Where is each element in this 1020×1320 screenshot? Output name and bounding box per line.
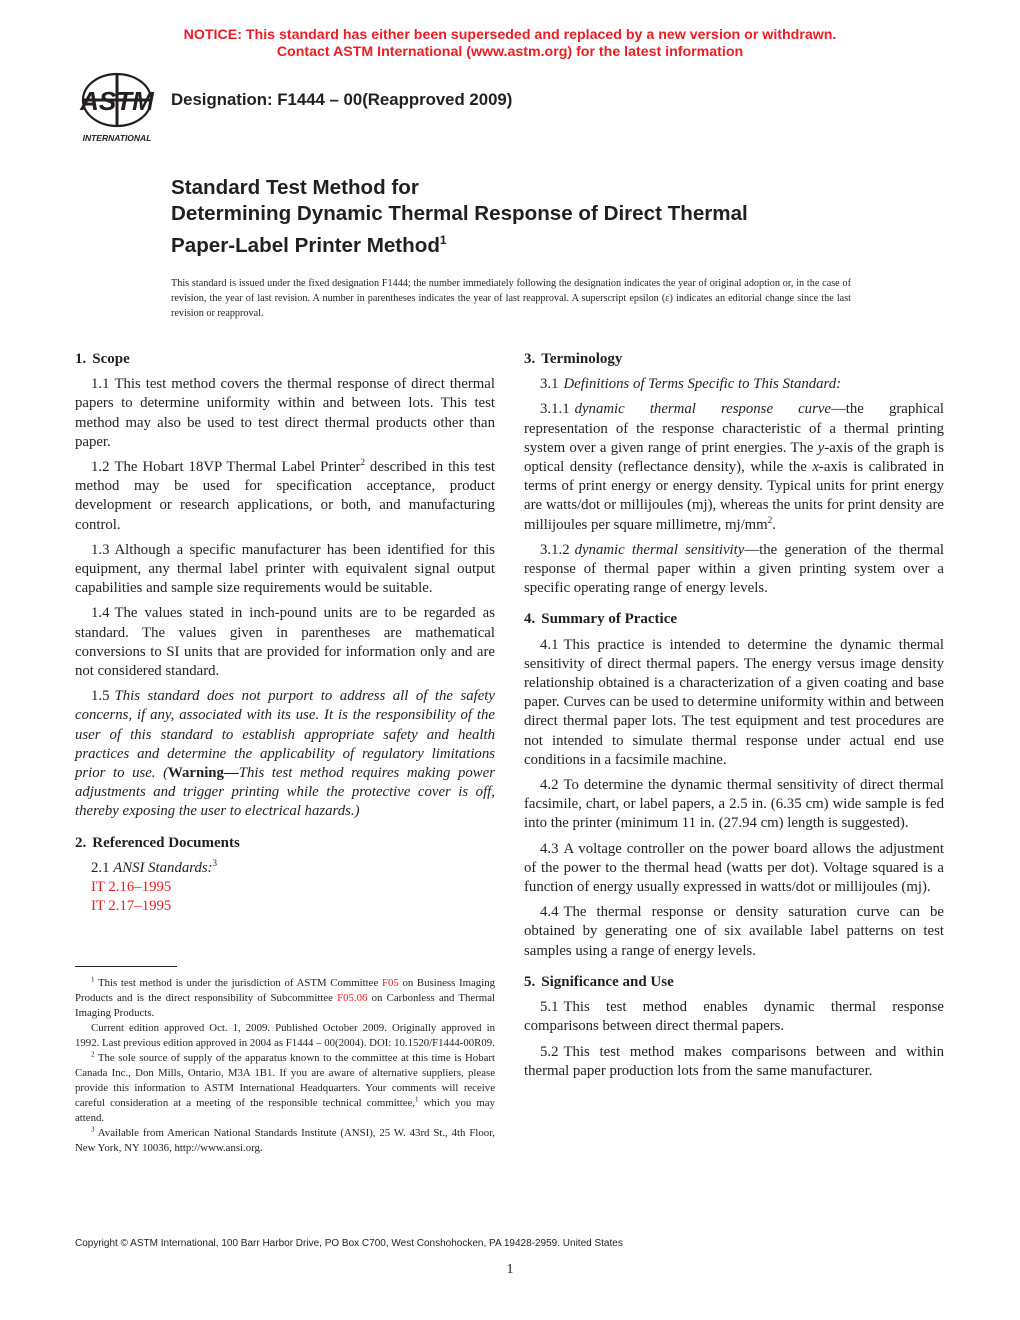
title-line-1: Standard Test Method for (171, 176, 419, 199)
footnote-1 (75, 976, 495, 1021)
left-column (75, 350, 495, 916)
paragraph-text: Although a specific manufacturer has been identified for this equipment, any thermal label printer with equivalent signal output capabilities and sample size requirements would be suitable. (75, 541, 495, 597)
notice-line-1: NOTICE: This standard has either been superseded and replaced by a new version or withdrawn. (183, 27, 837, 43)
footnote-text: on Carbonless and Thermal Imaging Products. (75, 992, 495, 1019)
footnote-ref: 2 (360, 457, 365, 468)
axis-variable: y (817, 439, 825, 456)
section-title: Significance and Use (541, 973, 674, 990)
copyright-line: Copyright © ASTM International, 100 Barr Harbor Drive, PO Box C700, West Conshohocken, PA 19428-2959. United States (75, 1238, 623, 1249)
paragraph-text: The values stated in inch-pound units are to be regarded as standard. The values given in parentheses are mathematical conversions to SI units that are provided for information only and are not considered standard. (75, 605, 495, 680)
paragraph-1-4 (75, 604, 495, 681)
footnote-3 (75, 1126, 495, 1156)
title-line-3-text: Paper-Label Printer Method (171, 233, 440, 257)
section-number: 2. (75, 834, 87, 851)
paragraph-3-1-2 (524, 541, 944, 599)
footnote-text: which you may attend. (75, 1097, 495, 1124)
paragraph-text: This test method covers the thermal response of direct thermal papers to determine uniformity within and between lots. This test method may also be used to test direct thermal products other than paper. (75, 376, 495, 450)
preamble: This standard is issued under the fixed designation F1444; the number immediately following the designation indicates the year of original adoption or, in the case of revision, the year of last revision. A number in parentheses indicates the year of last reapproval. A superscript epsilon (ε) indicates an editorial change since the last revision or reapproval. (171, 278, 851, 319)
paragraph-number: 1.4 (91, 605, 110, 622)
paragraph-text: This test method makes comparisons between and within thermal paper production lots from the same manufacturer. (524, 1043, 944, 1079)
section-5-heading (524, 973, 944, 992)
referenced-documents (91, 859, 495, 917)
paragraph-3-1-1 (524, 400, 944, 534)
paragraph-number: 4.2 (540, 777, 559, 794)
title-footnote-ref: 1 (439, 233, 447, 247)
subcommittee-link[interactable]: F05.06 (337, 992, 368, 1004)
paragraph-text: The Hobart 18VP Thermal Label Printer (114, 459, 361, 476)
superscript: 2 (767, 514, 773, 525)
section-title: Terminology (541, 351, 623, 367)
paragraph-text: This practice is intended to determine the dynamic thermal sensitivity of direct thermal papers. The energy versus image density relationship obtained is a characterization of a given coating and base paper. Curves can be used to determine uniformity within and between direct thermal paper lots. The test equipment and test procedures are not intended to simulate thermal response under actual end use conditions in a facsimile machine. (524, 636, 944, 768)
paragraph-4-2 (524, 776, 944, 834)
astm-logo (74, 70, 160, 146)
footnote-marker: 1 (415, 1095, 419, 1104)
logo-subtext: INTERNATIONAL (82, 133, 152, 143)
section-1-heading (75, 350, 495, 369)
logo-text: ASTM (80, 86, 154, 116)
paragraph-4-4 (524, 903, 944, 961)
footnotes (75, 976, 495, 1156)
paragraph-text: To determine the dynamic thermal sensitivity of direct thermal facsimile, chart, or label papers, a 2.5 in. (6.35 cm) wide sample is fed into the printer (minimum 11 in. (27.94 cm) length is suggested). (524, 777, 944, 832)
paragraph-text: This test method enables dynamic thermal response comparisons between direct thermal papers. (524, 999, 944, 1035)
document-title (171, 175, 748, 259)
title-line-2: Determining Dynamic Thermal Response of Direct Thermal (171, 202, 748, 225)
paragraph-number: 1.2 (91, 459, 110, 476)
footnote-marker: 2 (91, 1050, 95, 1059)
paragraph-5-1 (524, 998, 944, 1036)
section-3-heading (524, 350, 944, 369)
section-title: Scope (92, 351, 130, 367)
paragraph-number: 4.1 (540, 636, 559, 653)
footnote-1-edition: Current edition approved Oct. 1, 2009. Published October 2009. Originally approved in 1992. Last previous edition approved in 2004 as F1444 – 00(2004). DOI: 10.1520/F1444-00R09. (75, 1022, 495, 1049)
paragraph-text: -axis is calibrated in terms of print energy or energy density. Typical units for print energy are watts/dot or millijoules (mj), whereas the units for print density are millijoules per square millimetre, mj/mm (524, 459, 944, 533)
paragraph-number: 5.2 (540, 1043, 559, 1060)
paragraph-number: 1.1 (91, 376, 110, 393)
section-4-heading (524, 610, 944, 629)
ansi-standards-label (91, 859, 495, 878)
section-number: 4. (524, 611, 536, 628)
section-number: 3. (524, 351, 536, 367)
paragraph-1-3 (75, 541, 495, 599)
paragraph-4-3 (524, 840, 944, 898)
axis-variable: x (812, 459, 819, 476)
notice-banner (0, 27, 1020, 61)
reference-link-it-2-17[interactable]: IT 2.17–1995 (91, 898, 172, 915)
paragraph-text: described in this test method may be used for specification acceptance, product development or research applications, or both, and manufacturing control. (75, 459, 495, 533)
title-line-3 (171, 227, 748, 259)
paragraph-5-2 (524, 1043, 944, 1081)
paragraph-number: 3.1.1 (540, 401, 570, 418)
paragraph-number: 1.5 (91, 688, 110, 705)
section-title: Referenced Documents (92, 834, 240, 851)
footnote-divider (75, 966, 177, 967)
footnote-2 (75, 1051, 495, 1126)
footnote-text: Available from American National Standards Institute (ANSI), 25 W. 43rd St., 4th Floor, New York, NY 10036, http://www.ansi.org. (75, 1127, 495, 1154)
footnote-marker: 3 (91, 1125, 95, 1134)
paragraph-number: 4.3 (540, 840, 559, 857)
paragraph-number: 3.1.2 (540, 541, 570, 558)
paragraph-text: A voltage controller on the power board allows the adjustment of the power to the thermal head (watts per dot). Voltage squared is a function of energy usually expressed in watts/dot or millijoules (mj). (524, 840, 944, 896)
paragraph-1-2 (75, 458, 495, 535)
reference-link-it-2-16[interactable]: IT 2.16–1995 (91, 879, 172, 896)
right-column (524, 350, 944, 1087)
designation: Designation: F1444 – 00(Reapproved 2009) (171, 90, 513, 109)
section-number: 5. (524, 973, 536, 990)
section-number: 1. (75, 351, 87, 367)
paragraph-number: 3.1 (540, 376, 559, 393)
defined-term: dynamic thermal response curve (574, 401, 831, 418)
committee-link[interactable]: F05 (381, 977, 399, 989)
footnote-text: This test method is under the jurisdiction of ASTM Committee (94, 977, 382, 989)
footnote-ref: 3 (212, 857, 218, 868)
paragraph-number: 4.4 (540, 904, 559, 921)
paragraph-text: This test method requires making power adjustments and trigger printing while the protective cover is off, thereby exposing the user to electrical hazards.) (75, 765, 495, 820)
paragraph-text: The thermal response or density saturation curve can be obtained by generating one of six available label patterns on test samples using a range of energy levels. (524, 904, 944, 959)
section-2-heading (75, 834, 495, 853)
footnote-marker: 1 (91, 975, 95, 984)
footnote-text: The sole source of supply of the apparatus known to the committee at this time is Hobart Canada Inc., Don Mills, Ontario, M3A 1B1. If you are aware of alternative suppliers, please provide this information to ASTM International Headquarters. Your comments will receive careful consideration at a meeting of the responsible technical committee, (75, 1052, 495, 1109)
section-title: Summary of Practice (541, 611, 678, 628)
paragraph-3-1 (524, 375, 944, 394)
paragraph-text: -axis of the graph is optical density (reflectance density), while the (524, 439, 944, 476)
paragraph-number: 1.3 (91, 541, 110, 558)
footnote-text: on Business Imaging Products and is the direct responsibility of Subcommittee (75, 977, 495, 1004)
paragraph-number: 2.1 (91, 859, 110, 876)
paragraph-4-1 (524, 636, 944, 770)
paragraph-text: This standard does not purport to address all of the safety concerns, if any, associated with its use. It is the responsibility of the user of this standard to establish appropriate safety and health practices and determine the applicability of regulatory limitations prior to use. ( (75, 688, 495, 782)
paragraph-text: Definitions of Terms Specific to This Standard: (563, 376, 842, 393)
warning-label: Warning— (168, 765, 239, 782)
paragraph-text: —the generation of the thermal response of thermal paper within a given printing system over a specific operating range of energy levels. (524, 541, 944, 597)
defined-term: dynamic thermal sensitivity (574, 541, 745, 558)
notice-line-2: Contact ASTM International (www.astm.org) for the latest information (276, 44, 744, 60)
paragraph-text: . (772, 516, 776, 533)
paragraph-text: —the graphical representation of the response characteristic of a thermal printing system over a given range of print energies. The (524, 401, 945, 456)
page-number: 1 (506, 1262, 514, 1277)
subheading: ANSI Standards: (113, 859, 213, 876)
paragraph-1-5 (75, 687, 495, 821)
paragraph-number: 5.1 (540, 999, 559, 1016)
paragraph-1-1 (75, 375, 495, 452)
